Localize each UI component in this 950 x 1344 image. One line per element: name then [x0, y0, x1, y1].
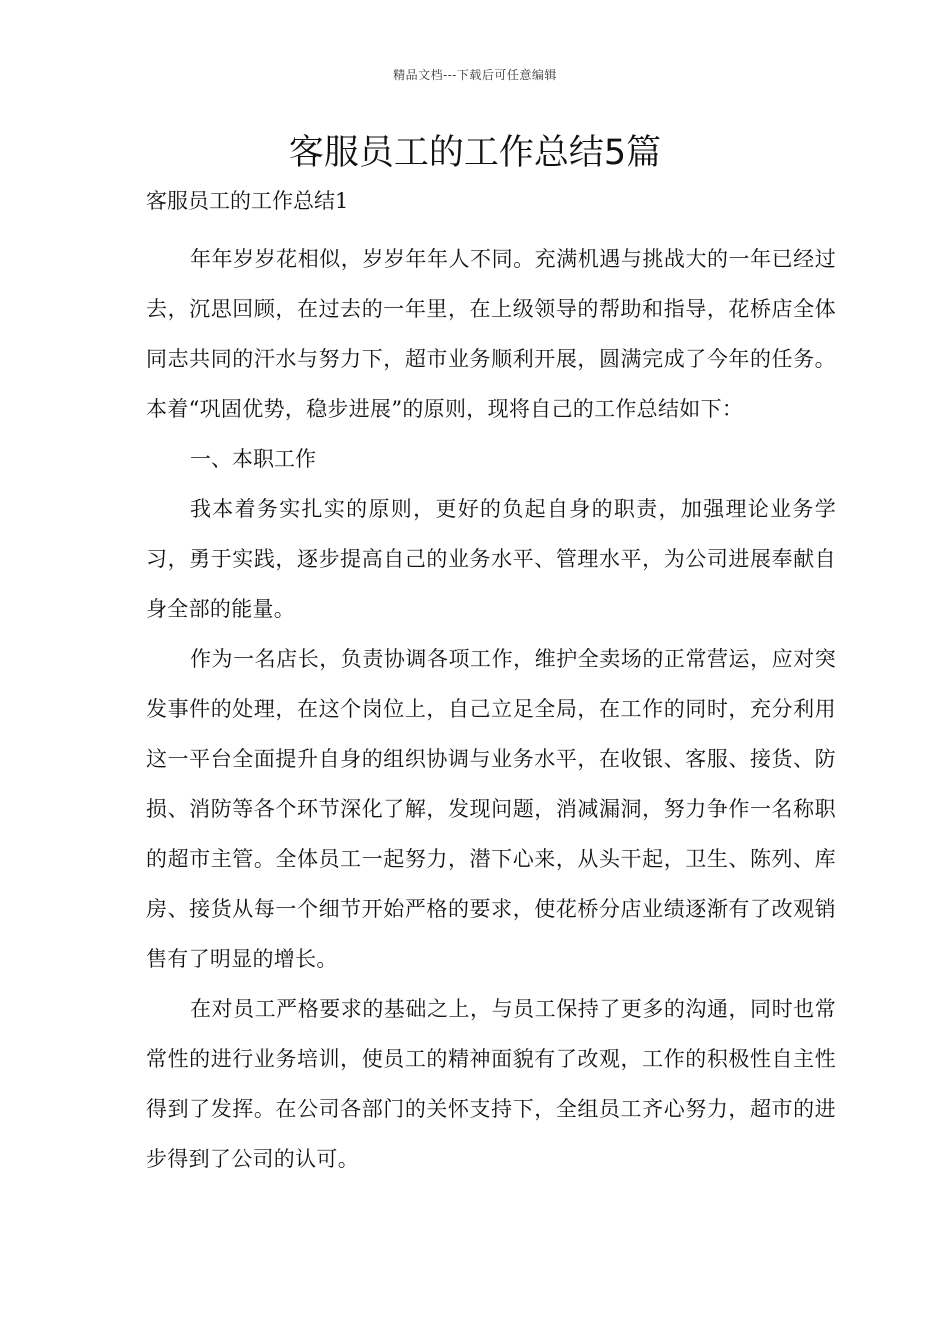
section-heading: 一、本职工作 [190, 447, 316, 471]
paragraph-intro: 年年岁岁花相似，岁岁年年人不同。充满机遇与挑战大的一年已经过去，沉思回顾，在过去的一年里，在上级领导的帮助和指导，花桥店全体同志共同的汗水与努力下，超市业务顺利开展，圆满完成了今年的任务。本着“巩固优势，稳步进展”的原则，现将自己的工作总结如下： [146, 247, 836, 421]
header-note: 精品文档---下载后可任意编辑 [393, 68, 557, 82]
paragraph-manager: 作为一名店长，负责协调各项工作，维护全卖场的正常营运，应对突发事件的处理，在这个岗位上，自己立足全局，在工作的同时，充分利用这一平台全面提升自身的组织协调与业务水平，在收银、客服、接货、防损、消防等各个环节深化了解，发现问题，消减漏洞，努力争作一名称职的超市主管。全体员工一起努力，潜下心来，从头干起，卫生、陈列、库房、接货从每一个细节开始严格的要求，使花桥分店业绩逐渐有了改观销售有了明显的增长。 [146, 647, 836, 971]
document-body [146, 234, 836, 1184]
paragraph-communication: 在对员工严格要求的基础之上，与员工保持了更多的沟通，同时也常常性的进行业务培训，使员工的精神面貌有了改观，工作的积极性自主性得到了发挥。在公司各部门的关怀支持下，全组员工齐心努力，超市的进步得到了公司的认可。 [146, 997, 836, 1171]
section-subtitle: 客服员工的工作总结1 [146, 189, 349, 213]
paragraph-duty: 我本着务实扎实的原则，更好的负起自身的职责，加强理论业务学习，勇于实践，逐步提高自己的业务水平、管理水平，为公司进展奉献自身全部的能量。 [146, 497, 836, 621]
document-title: 客服员工的工作总结5篇 [288, 133, 662, 173]
